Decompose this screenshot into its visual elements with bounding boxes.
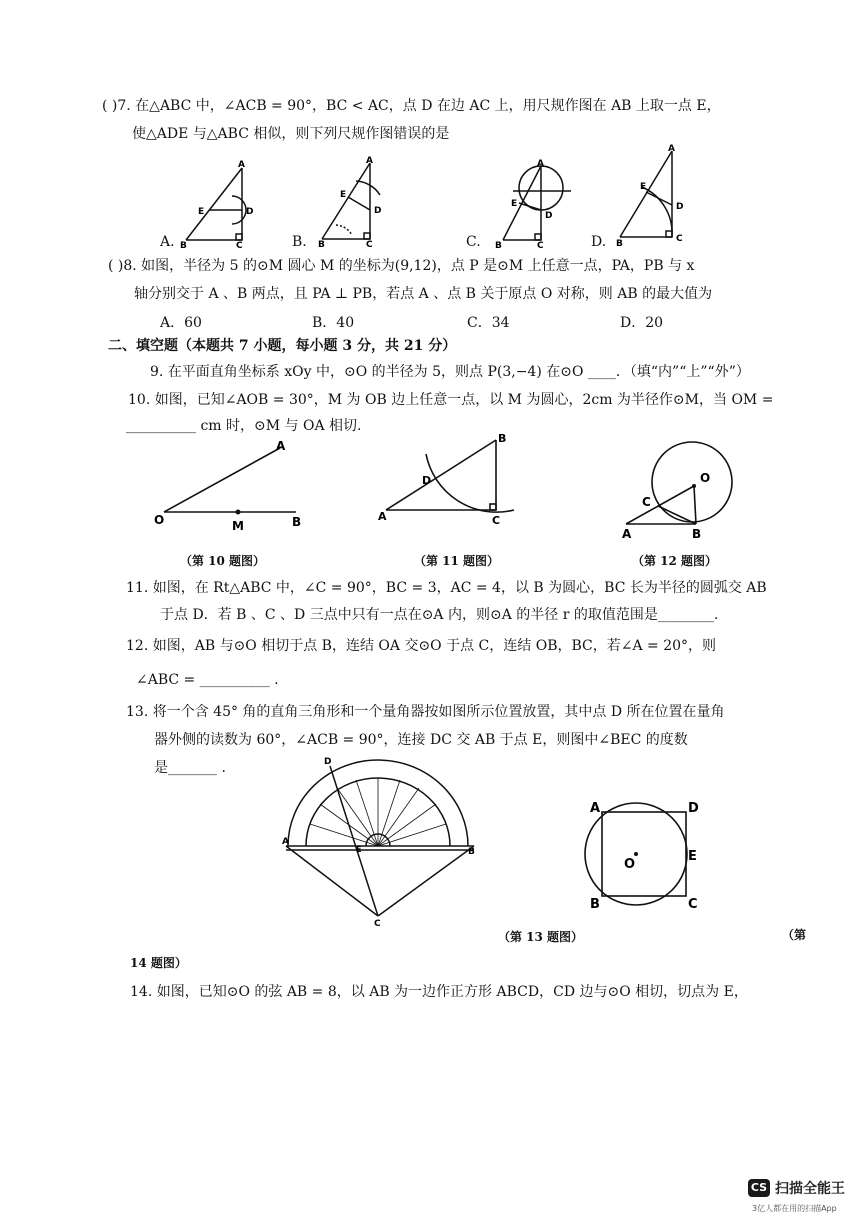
q7-line2: 使△ADE 与△ABC 相似，则下列尺规作图错误的是	[132, 126, 450, 142]
q7-figure-a	[180, 158, 270, 251]
figure-14	[582, 796, 712, 912]
q9-text: 9. 在平面直角坐标系 xOy 中，⊙O 的半径为 5，则点 P(3,−4) 在⊙O ____．（填“内”“上”“外”）	[150, 364, 750, 380]
figure-11-caption: （第 11 题图）	[414, 554, 500, 568]
svg-text:E: E	[340, 190, 347, 200]
section-2-heading: 二、填空题（本题共 7 小题，每小题 3 分，共 21 分）	[108, 338, 457, 354]
svg-text:E: E	[356, 845, 362, 854]
figure-10-caption: （第 10 题图）	[180, 554, 266, 568]
q8-option-a: A．60	[160, 315, 202, 331]
figure-12	[618, 440, 758, 540]
q7-figure-b	[318, 155, 398, 250]
q8-line1: ( )8. 如图，半径为 5 的⊙M 圆心 M 的坐标为(9,12)，点 P 是⊙M 上任意一点，PA，PB 与 x	[108, 258, 695, 274]
scanner-tagline: 3亿人都在用的扫描App	[752, 1204, 837, 1213]
svg-text:D: D	[422, 474, 432, 487]
q7-option-c: C.	[466, 234, 481, 250]
figure-11	[376, 432, 526, 532]
q8-option-c: C．34	[467, 315, 510, 331]
q7-option-b: B.	[292, 234, 307, 250]
svg-text:C: C	[676, 234, 683, 244]
svg-text:B: B	[590, 897, 600, 912]
svg-text:D: D	[545, 211, 553, 221]
cs-badge-icon: CS	[748, 1179, 770, 1197]
svg-text:D: D	[374, 206, 382, 216]
q7-line1: ( )7. 在△ABC 中，∠ACB = 90°，BC < AC，点 D 在边 AC 上，用尺规作图在 AB 上取一点 E，	[102, 98, 721, 114]
q11-line2: 于点 D．若 B 、C 、D 三点中只有一点在⊙A 内，则⊙A 的半径 r 的取值范围是________.	[160, 607, 719, 623]
svg-text:B: B	[692, 527, 702, 541]
svg-text:A: A	[537, 159, 544, 169]
svg-text:B: B	[180, 241, 187, 251]
svg-text:A: A	[366, 156, 373, 166]
svg-text:B: B	[468, 847, 475, 857]
q10-line2: __________ cm 时，⊙M 与 OA 相切.	[126, 418, 362, 434]
svg-text:C: C	[688, 897, 698, 912]
svg-text:M: M	[232, 519, 244, 533]
svg-text:D: D	[688, 801, 699, 816]
q7-option-d: D.	[591, 234, 607, 250]
svg-text:E: E	[198, 207, 205, 217]
figure-14-caption-end: 14 题图）	[130, 956, 187, 970]
svg-text:C: C	[492, 514, 501, 527]
svg-text:B: B	[495, 241, 502, 251]
q7-figure-d	[616, 145, 696, 247]
figure-14-caption-start: （第	[782, 928, 807, 942]
svg-text:B: B	[292, 515, 302, 529]
q11-line1: 11. 如图，在 Rt△ABC 中，∠C = 90°，BC = 3，AC = 4，以 B 为圆心，BC 长为半径的圆弧交 AB	[126, 580, 767, 596]
figure-12-caption: （第 12 题图）	[632, 554, 718, 568]
svg-text:C: C	[537, 241, 544, 251]
scanner-logo	[748, 1178, 845, 1198]
q13-line2: 器外侧的读数为 60°，∠ACB = 90°，连接 DC 交 AB 于点 E，则图中∠BEC 的度数	[154, 732, 688, 748]
svg-text:B: B	[318, 240, 325, 250]
q8-line2: 轴分别交于 A 、B 两点，且 PA ⊥ PB，若点 A 、点 B 关于原点 O 对称，则 AB 的最大值为	[134, 286, 713, 302]
q13-line1: 13. 将一个含 45° 角的直角三角形和一个量角器按如图所示位置放置，其中点 D 所在位置在量角	[126, 704, 725, 720]
q7-option-a: A.	[160, 234, 175, 250]
q10-line1: 10. 如图，已知∠AOB = 30°，M 为 OB 边上任意一点，以 M 为圆心，2cm 为半径作⊙M，当 OM =	[128, 392, 774, 408]
svg-text:O: O	[154, 513, 165, 527]
svg-text:A: A	[590, 801, 601, 816]
svg-text:B: B	[498, 432, 507, 445]
svg-text:A: A	[668, 144, 675, 154]
svg-text:B: B	[616, 239, 623, 249]
scanner-app-name: 扫描全能王	[775, 1181, 845, 1197]
svg-text:A: A	[622, 527, 632, 541]
svg-text:D: D	[246, 207, 254, 217]
svg-text:O: O	[700, 471, 711, 485]
svg-text:A: A	[238, 160, 245, 170]
svg-text:C: C	[236, 241, 243, 251]
svg-text:C: C	[374, 919, 381, 929]
svg-text:C: C	[642, 495, 651, 509]
q8-option-b: B．40	[312, 315, 355, 331]
svg-text:D: D	[676, 202, 684, 212]
svg-text:E: E	[511, 199, 518, 209]
q13-line3: 是_______ .	[154, 760, 226, 776]
q8-option-d: D．20	[620, 315, 664, 331]
svg-text:E: E	[640, 182, 647, 192]
svg-text:A: A	[276, 439, 286, 453]
svg-text:A: A	[282, 837, 289, 847]
q12-line1: 12. 如图，AB 与⊙O 相切于点 B，连结 OA 交⊙O 于点 C，连结 OB，BC，若∠A = 20°，则	[126, 638, 717, 654]
svg-text:D: D	[324, 757, 332, 767]
q7-figure-c	[495, 158, 585, 251]
svg-text:C: C	[366, 240, 373, 250]
svg-text:E: E	[688, 849, 697, 864]
figure-13	[282, 752, 482, 928]
svg-text:A: A	[378, 510, 387, 523]
q14-text: 14. 如图，已知⊙O 的弦 AB = 8，以 AB 为一边作正方形 ABCD，CD 边与⊙O 相切，切点为 E，	[130, 984, 748, 1000]
figure-10	[150, 438, 310, 536]
q12-line2: ∠ABC = __________ .	[136, 672, 279, 688]
figure-13-caption: （第 13 题图）	[498, 930, 584, 944]
svg-text:O: O	[624, 857, 636, 872]
